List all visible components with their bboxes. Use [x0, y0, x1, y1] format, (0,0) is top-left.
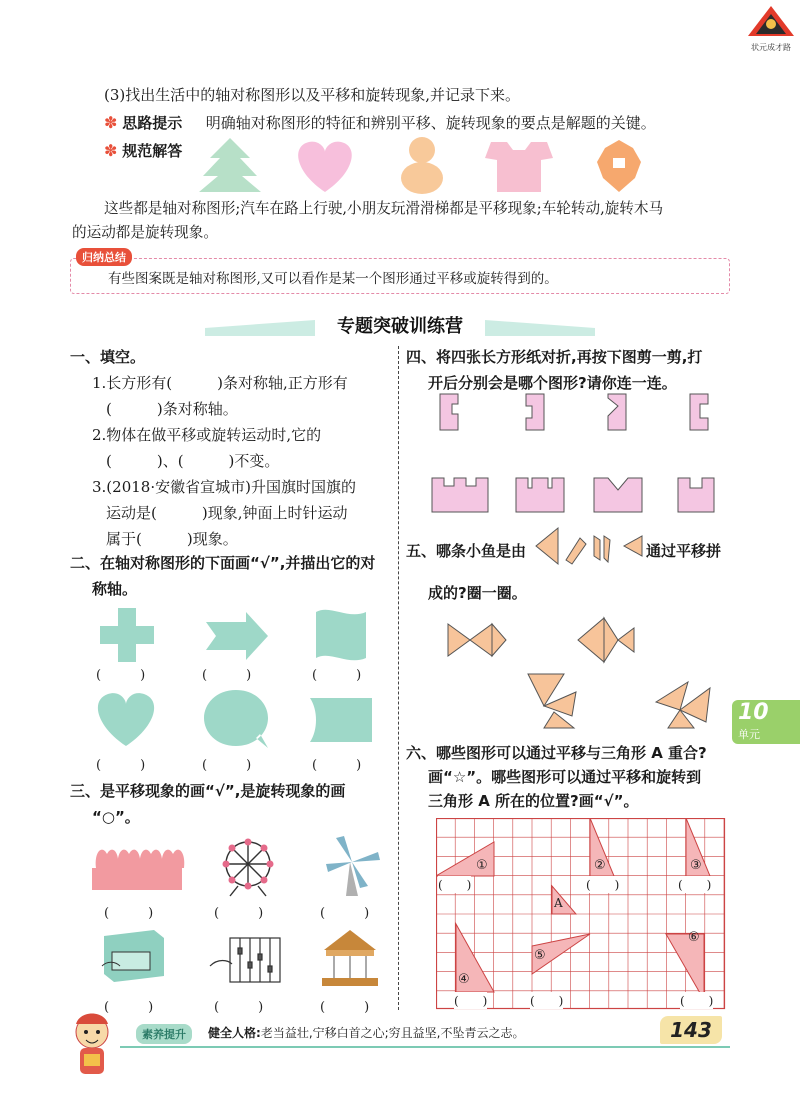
page-number-box	[660, 1016, 722, 1044]
abacus-picture	[210, 938, 280, 982]
answer-paren[interactable]: ( )	[96, 758, 146, 773]
fish-pieces	[534, 526, 650, 566]
fish-option-2	[578, 618, 634, 662]
section-3-title-a: 三、是平移现象的画“√”,是旋转现象的画	[70, 782, 346, 800]
grid-label-1: ①	[476, 858, 488, 873]
tree-figure	[199, 138, 261, 192]
answer-paren[interactable]: ( )	[104, 1000, 154, 1015]
grid-answer-paren[interactable]: ( )	[586, 878, 620, 892]
section-4-title-b: 开后分别会是哪个图形?请你连一连。	[428, 374, 677, 392]
grid-answer-paren[interactable]: ( )	[454, 994, 488, 1008]
unit-number: 10	[738, 700, 769, 725]
section-5-title-c: 成的?圈一圈。	[428, 584, 527, 602]
unit-label: 单元	[738, 728, 760, 741]
answer-line-1: 这些都是轴对称图形;汽车在路上行驶,小朋友玩滑滑梯都是平移现象;车轮转动,旋转木马	[104, 200, 664, 217]
footer-label: 健全人格:	[208, 1026, 261, 1040]
triangle-grid	[436, 818, 726, 1010]
section-6-title-c: 三角形 A 所在的位置?画“√”。	[428, 792, 639, 810]
gourd-figure	[401, 137, 443, 194]
question-3: (3)找出生活中的轴对称图形以及平移和旋转现象,并记录下来。	[104, 86, 521, 104]
answer-label: 规范解答	[122, 142, 183, 160]
answer-paren[interactable]: ( )	[214, 906, 264, 921]
answer-paren[interactable]: ( )	[202, 668, 252, 683]
section-title: 专题突破训练营	[337, 316, 463, 337]
fish-option-4	[656, 682, 710, 728]
flag-shape	[316, 610, 366, 661]
grid-svg	[436, 818, 726, 1010]
answer-paren[interactable]: ( )	[320, 1000, 370, 1015]
heart-shape	[98, 693, 154, 746]
flower-icon: ✽	[104, 141, 118, 160]
section-4-title-a: 四、将四张长方形纸对折,再按下图剪一剪,打	[406, 348, 703, 366]
banner-shape	[310, 698, 372, 742]
publisher-logo	[746, 4, 796, 50]
carousel-picture	[322, 930, 378, 986]
section-2-title-a: 二、在轴对称图形的下面画“√”,并描出它的对	[70, 554, 376, 572]
symmetry-shapes-row-1	[90, 604, 380, 664]
windmill	[326, 836, 380, 896]
s1-q2-line-b: ( )、( )不变。	[106, 452, 280, 470]
answer-paren[interactable]: ( )	[214, 1000, 264, 1015]
footer-quote-row	[208, 1024, 525, 1041]
grid-answer-paren[interactable]: ( )	[438, 878, 472, 892]
summary-label: 归纳总结	[76, 248, 132, 266]
section-1-title: 一、填空。	[70, 348, 146, 366]
section-6-title-b: 画“☆”。哪些图形可以通过平移和旋转到	[428, 768, 702, 786]
grid-answer-paren[interactable]: ( )	[678, 878, 712, 892]
s1-q1-line-b: ( )条对称轴。	[106, 400, 238, 418]
hint-row	[104, 112, 656, 134]
answer-paren[interactable]: ( )	[320, 906, 370, 921]
s1-q3-line-a: 3.(2018·安徽省宣城市)升国旗时国旗的	[92, 478, 356, 496]
s1-q3-line-b: 运动是( )现象,钟面上时针运动	[106, 504, 348, 522]
s1-q2-line-a: 2.物体在做平移或旋转运动时,它的	[92, 426, 322, 444]
answer-figures	[195, 136, 665, 196]
unfolded-shapes	[428, 472, 728, 516]
answer-paren[interactable]: ( )	[104, 906, 154, 921]
answer-row	[104, 140, 182, 162]
column-divider	[398, 346, 399, 1010]
grid-label-6: ⑥	[688, 930, 700, 945]
fish-option-3	[528, 674, 576, 728]
unit-tab	[732, 700, 800, 744]
grid-label-4: ④	[458, 972, 470, 987]
answer-paren[interactable]: ( )	[312, 758, 362, 773]
shirt-figure	[485, 142, 553, 192]
drawer-picture	[102, 930, 164, 982]
motion-pictures-row-1	[88, 832, 388, 898]
speech-bubble-shape	[204, 690, 268, 748]
footer-badge: 素养提升	[136, 1024, 192, 1044]
hint-text: 明确轴对称图形的特征和辨别平移、旋转现象的要点是解题的关键。	[205, 114, 656, 132]
grid-label-a: A	[554, 896, 563, 910]
grid-label-5: ⑤	[534, 948, 546, 963]
answer-paren[interactable]: ( )	[202, 758, 252, 773]
section-2-title-b: 称轴。	[92, 580, 138, 598]
section-6-title-a: 六、哪些图形可以通过平移与三角形 A 重合?	[406, 744, 707, 762]
section-title-bar	[205, 310, 595, 338]
section-3-title-b: “○”。	[92, 808, 140, 826]
heart-figure	[298, 142, 352, 192]
grid-answer-paren[interactable]: ( )	[530, 994, 564, 1008]
fish-options	[444, 612, 734, 732]
footer-quote: 老当益壮,宁移白首之心;穷且益坚,不坠青云之志。	[260, 1026, 525, 1040]
flower-icon: ✽	[104, 113, 118, 132]
tulip-pattern	[92, 850, 184, 890]
logo-text: 状元成才路	[751, 43, 791, 52]
section-5-title-b: 通过平移拼	[646, 542, 722, 560]
summary-text: 有些图案既是轴对称图形,又可以看作是某一个图形通过平移或旋转得到的。	[108, 271, 558, 287]
arrow-shape	[206, 612, 268, 660]
symmetry-shapes-row-2	[90, 686, 380, 750]
answer-paren[interactable]: ( )	[96, 668, 146, 683]
s1-q3-line-c: 属于( )现象。	[106, 530, 238, 548]
motion-pictures-row-2	[94, 926, 394, 992]
footer-rule	[120, 1046, 730, 1048]
answer-line-2: 的运动都是旋转现象。	[72, 224, 218, 241]
grid-answer-paren[interactable]: ( )	[680, 994, 714, 1008]
hint-label: 思路提示	[122, 114, 183, 132]
s1-q1-line-a: 1.长方形有( )条对称轴,正方形有	[92, 374, 348, 392]
grid-label-2: ②	[594, 858, 606, 873]
folded-paper-cuts	[430, 392, 730, 432]
mascot-icon	[62, 1010, 122, 1080]
answer-paren[interactable]: ( )	[312, 668, 362, 683]
fish-option-1	[448, 624, 506, 656]
paper-cut-figure	[597, 140, 641, 192]
grid-label-3: ③	[690, 858, 702, 873]
cross-shape	[100, 608, 154, 662]
page-number: 143	[670, 1018, 712, 1042]
section-5-title-a: 五、哪条小鱼是由	[406, 542, 527, 560]
logo-icon	[746, 4, 796, 38]
